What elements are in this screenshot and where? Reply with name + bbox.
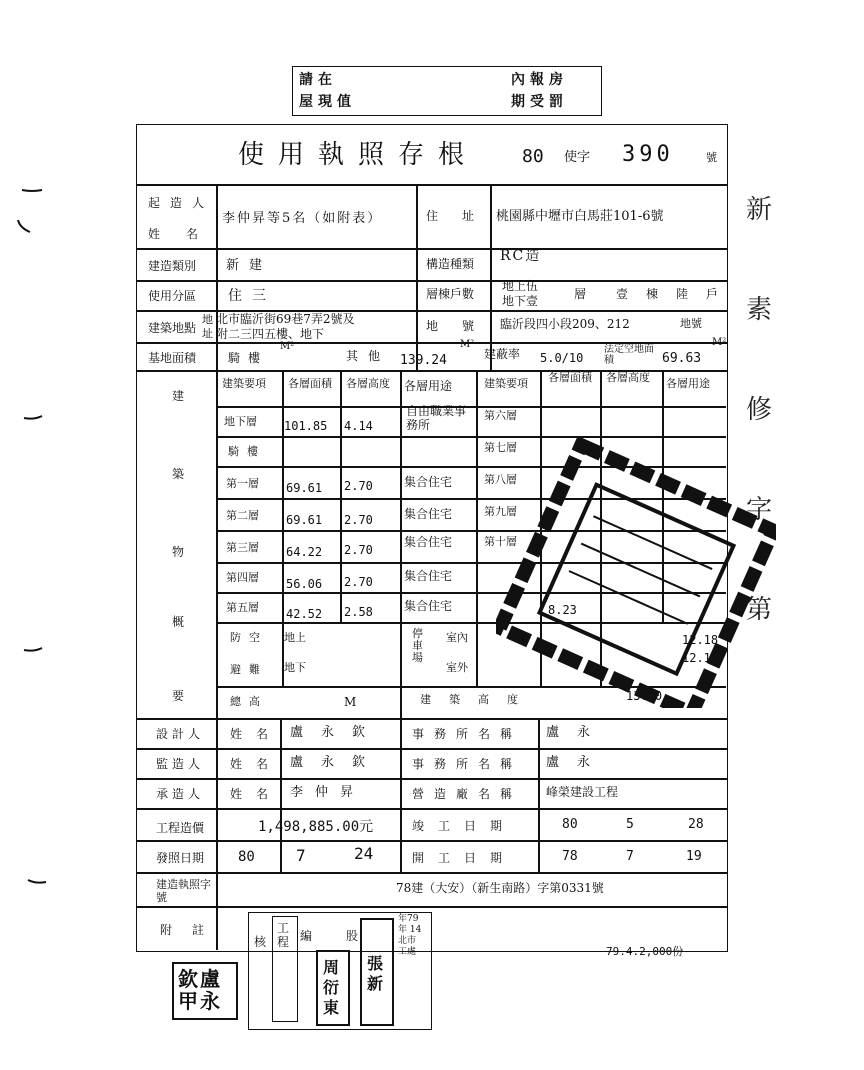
lot-suffix: 地號: [680, 317, 702, 330]
open-space: 69.63: [662, 351, 702, 366]
f5-area: 42.52: [286, 607, 323, 621]
right-misc-3: 12.18: [682, 651, 719, 665]
label-above: 地上: [284, 631, 306, 644]
cost: 1,498,885.00元: [258, 819, 374, 835]
print-note: 79.4.2,000份: [606, 945, 684, 958]
label-structure: 構造種類: [426, 257, 475, 271]
label-contractor-name: 姓名: [230, 787, 283, 801]
label-zone: 使用分區: [148, 289, 197, 303]
basement-height: 4.14: [344, 419, 373, 433]
row-basement: 地下層: [224, 415, 257, 428]
label-builder: 起造人: [148, 196, 215, 210]
structure: RC造: [500, 248, 542, 264]
builder-address: 桃園縣中壢市白馬莊101-6號: [496, 209, 664, 224]
label-builder-name: 姓名: [148, 227, 225, 241]
seal-left: 欽盧甲永: [172, 962, 238, 1020]
f2-use: 集合住宅: [404, 507, 453, 521]
stamp-dated: 年79年 14 北市工處: [398, 914, 422, 957]
zone: 住三: [228, 288, 276, 304]
header-stamp-line1b: 內報房: [511, 72, 568, 88]
floors-c: 層: [574, 287, 587, 301]
label-floors: 層棟戶數: [426, 287, 475, 301]
issue-day: 24: [354, 844, 374, 863]
label-coverage: 建蔽率: [484, 347, 521, 361]
f4-area: 56.06: [286, 577, 323, 591]
label-issue-date: 發照日期: [156, 851, 205, 865]
label-cost: 工程造價: [156, 821, 205, 835]
site-address-pre1: 地: [202, 313, 213, 326]
sig-label-2: 編: [300, 929, 313, 943]
row-f9: 第九層: [484, 505, 517, 518]
col-use-2: 各層用途: [666, 377, 710, 390]
f3-height: 2.70: [344, 543, 373, 557]
site-address-2: 附二三四五樓、地下: [216, 327, 325, 341]
label-arcade: 騎樓: [228, 351, 269, 365]
right-misc-2: 12.18: [682, 633, 719, 647]
row-f2: 第二層: [226, 509, 259, 522]
label-complete: 竣工日期: [412, 819, 517, 833]
label-open-space: 法定空地面積: [604, 344, 654, 366]
category: 新建: [226, 258, 273, 273]
issue-month: 7: [296, 846, 306, 865]
label-other: 其他: [346, 349, 391, 363]
floors-b: 地下壹: [502, 294, 539, 308]
designer-name: 盧永欽: [290, 725, 384, 740]
unit-m2-a: M²: [280, 341, 295, 352]
site-address-1: 北市臨沂街69巷7弄2號及: [216, 312, 355, 326]
label-parking: 停車場: [412, 627, 423, 664]
license-suffix: 號: [706, 151, 717, 164]
complete-year: 80: [562, 817, 578, 832]
label-below: 地下: [284, 661, 306, 674]
label-supervisor-name: 姓名: [230, 757, 283, 771]
col-use: 各層用途: [404, 379, 453, 393]
row-f1: 第一層: [226, 477, 259, 490]
left-margin-marks: [10, 160, 50, 1060]
start-month: 7: [626, 849, 634, 864]
label-address: 住址: [426, 209, 499, 223]
label-shelter: 防空: [230, 631, 268, 644]
row-f10: 第十層: [484, 535, 517, 548]
label-category: 建造類別: [148, 259, 197, 273]
stamp-engineering: 工程: [272, 916, 298, 1022]
label-notes: 附註: [160, 923, 225, 937]
stamp-name-1: 周衍東: [316, 950, 350, 1026]
label-permit: 建造執照字號: [156, 878, 211, 904]
f5-height: 2.58: [344, 605, 373, 619]
floors-a: 地上伍: [502, 279, 539, 293]
label-firm: 營造廠名稱: [412, 787, 523, 801]
f2-height: 2.70: [344, 513, 373, 527]
col-height-2: 各層高度: [606, 371, 650, 384]
builder-name: 李仲昇等5名（如附表）: [222, 211, 383, 226]
label-evac: 避難: [230, 663, 268, 676]
contractor-name: 李仲昇: [290, 785, 366, 800]
row-f5: 第五層: [226, 601, 259, 614]
margin-right-text: 新素修字第: [746, 195, 773, 625]
f4-height: 2.70: [344, 575, 373, 589]
label-designer-name: 姓名: [230, 727, 283, 741]
header-stamp-line2b: 期受罰: [511, 94, 568, 110]
col-area-2: 各層面積: [548, 371, 592, 384]
label-supervisor: 監造人: [156, 757, 205, 771]
floors-d: 壹棟陸戶: [616, 287, 737, 301]
f2-area: 69.61: [286, 513, 323, 527]
start-day: 19: [686, 849, 702, 864]
f3-use: 集合住宅: [404, 535, 453, 549]
f1-use: 集合住宅: [404, 475, 453, 489]
start-year: 78: [562, 849, 578, 864]
contractor-firm: 峰榮建設工程: [546, 785, 619, 799]
permit-number: 78建（大安）（新生南路）字第0331號: [396, 881, 604, 895]
unit-m2-b: M²: [460, 339, 475, 350]
row-f4: 第四層: [226, 571, 259, 584]
supervisor-name: 盧永欽: [290, 755, 384, 770]
row-f8: 第八層: [484, 473, 517, 486]
complete-day: 28: [688, 817, 704, 832]
label-site-area: 基地面積: [148, 351, 197, 365]
complete-month: 5: [626, 817, 634, 832]
label-start: 開工日期: [412, 851, 517, 865]
right-misc-4: 13.60: [626, 689, 663, 703]
header-stamp-line1: 請在: [299, 72, 337, 88]
col-items-2: 建築要項: [484, 377, 528, 390]
sig-label-1: 核: [254, 935, 267, 949]
supervisor-office: 盧永: [546, 755, 609, 770]
f3-area: 64.22: [286, 545, 323, 559]
f5-use: 集合住宅: [404, 599, 453, 613]
right-misc-1: 8.23: [548, 603, 577, 617]
label-site-address: 建築地點: [148, 321, 197, 335]
lot-number: 臨沂段四小段209、212: [500, 317, 630, 331]
header-stamp: [292, 66, 602, 116]
label-office-1: 事務所名稱: [412, 727, 523, 741]
row-f3: 第三層: [226, 541, 259, 554]
f4-use: 集合住宅: [404, 569, 453, 583]
site-address-pre2: 址: [202, 327, 213, 340]
label-designer: 設計人: [156, 727, 205, 741]
issue-year: 80: [238, 849, 255, 865]
unit-m-total: M: [344, 695, 357, 709]
license-char: 使字: [564, 150, 591, 165]
label-outdoor: 室外: [446, 661, 468, 674]
other-area: 139.24: [400, 353, 447, 368]
designer-office: 盧永: [546, 725, 609, 740]
label-lot: 地號: [426, 319, 499, 333]
row-arcade: 騎樓: [228, 445, 266, 458]
label-building-height: 建築高度: [420, 693, 536, 706]
basement-area: 101.85: [284, 419, 328, 433]
f1-area: 69.61: [286, 481, 323, 495]
sig-label-3: 股: [346, 929, 359, 943]
official-stamp: [496, 428, 776, 708]
label-office-2: 事務所名稱: [412, 757, 523, 771]
header-stamp-line2: 屋現值: [299, 94, 356, 110]
license-year: 80: [522, 146, 544, 167]
f1-height: 2.70: [344, 479, 373, 493]
basement-use: 自由職業事務所: [406, 404, 467, 432]
coverage: 5.0/10: [540, 351, 584, 365]
label-contractor: 承造人: [156, 787, 205, 801]
col-area: 各層面積: [288, 377, 332, 390]
row-f6: 第六層: [484, 409, 517, 422]
license-number: 390: [622, 142, 674, 167]
stamp-name-2: 張新: [360, 918, 394, 1026]
col-items: 建築要項: [222, 377, 266, 390]
row-f7: 第七層: [484, 441, 517, 454]
label-indoor: 室內: [446, 631, 468, 644]
col-height: 各層高度: [346, 377, 390, 390]
label-total-height: 總高: [230, 695, 268, 708]
page-title: 使用執照存根: [238, 140, 479, 170]
unit-m2-c: M²: [712, 337, 727, 348]
